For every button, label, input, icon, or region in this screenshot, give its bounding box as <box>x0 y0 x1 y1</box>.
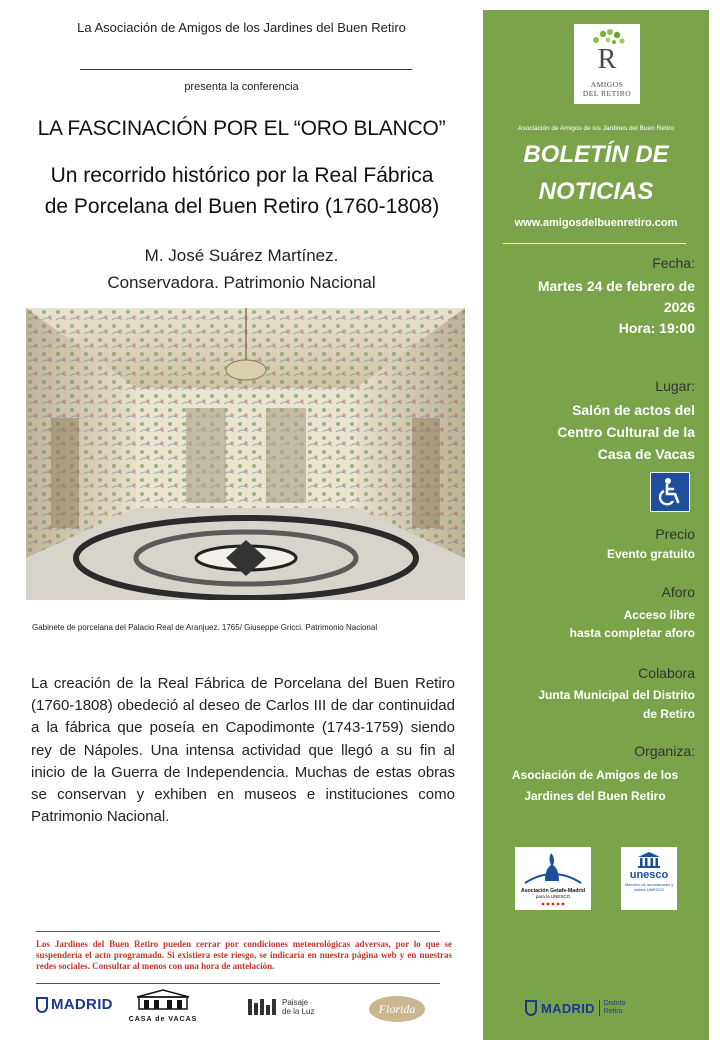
speaker-name: M. José Suárez Martínez. <box>144 246 339 265</box>
description-paragraph: La creación de la Real Fábrica de Porcelana del Buen Retiro (1760-1808) obedeció al deseo de Carlos III de dar continuidad a la fábrica que poseía en Capodimonte (1743-1759) siendo rey de Nápoles. Una intensa actividad que llegó a su fin al inicio de la Guerra de Independencia. Muchas de estas obras se conservan y exhiben en museos e instituciones como Patrimonio Nacional. <box>31 675 455 826</box>
unesco-wordmark: unesco <box>629 869 669 881</box>
speaker-role: Conservadora. Patrimonio Nacional <box>107 273 376 292</box>
association-name-small: Asociación de Amigos de los Jardines del Buen Retiro <box>518 125 674 132</box>
divider <box>503 243 686 244</box>
precio-value: Evento gratuito <box>606 547 695 561</box>
wheelchair-accessible-icon <box>650 472 690 512</box>
paisaje-line: Paisaje <box>282 998 309 1007</box>
organiza-line: Asociación de Amigos de los <box>511 768 679 782</box>
conference-subtitle <box>8 160 476 222</box>
speaker-info <box>0 242 483 296</box>
aforo-line: hasta completar aforo <box>569 626 695 640</box>
getafe-line: Asociación Getafe-Madrid <box>521 888 585 894</box>
fecha-line: Martes 24 de febrero de <box>537 278 695 294</box>
getafe-unesco-association-logo <box>515 847 591 910</box>
logo-wordmark <box>574 80 640 98</box>
organiza-line: Jardines del Buen Retiro <box>524 789 666 803</box>
paisaje-wordmark <box>282 998 314 1016</box>
madrid-wordmark: MADRID <box>51 996 113 1013</box>
sponsor-logos <box>36 988 456 1028</box>
presenta-text: presenta la conferencia <box>184 81 299 93</box>
lugar-line: Casa de Vacas <box>597 446 695 462</box>
amigos-del-retiro-logo <box>574 24 640 104</box>
fecha-label: Fecha: <box>652 255 695 271</box>
logo-line: DEL RETIRO <box>582 89 632 98</box>
aforo-line: Acceso libre <box>623 608 695 622</box>
distrito-line: Distrito <box>603 1000 626 1007</box>
lugar-line: Centro Cultural de la <box>557 424 695 440</box>
newsletter-sidebar <box>483 10 709 1040</box>
newsletter-heading <box>483 136 709 210</box>
fecha-line: 2026 <box>663 299 695 315</box>
conference-title: LA FASCINACIÓN POR EL “ORO BLANCO” <box>37 117 446 140</box>
casa-de-vacas-logo <box>123 989 203 1023</box>
colabora-value <box>538 686 695 724</box>
website-link[interactable]: www.amigosdelbuenretiro.com <box>514 217 678 229</box>
organiza-label: Organiza: <box>634 743 695 759</box>
madrid-shield-icon <box>525 1000 537 1016</box>
newsletter-heading-line: NOTICIAS <box>538 178 654 205</box>
divider <box>36 983 440 984</box>
unesco-temple-icon <box>636 851 662 869</box>
casa-de-vacas-building-icon <box>133 989 193 1011</box>
weather-notice: Los Jardines del Buen Retiro pueden cerrar por condiciones meteorológicas adversas, por lo que se suspendería el acto programado. Si existiera este riesgo, se indicaría en nuestra página web y en nuestras redes sociales. Consultar al menos con una hora de antelación. <box>36 939 452 971</box>
subtitle-line: Un recorrido histórico por la Real Fábrica <box>50 164 434 187</box>
paisaje-bars-icon <box>248 999 276 1015</box>
fecha-value <box>538 276 695 339</box>
aforo-label: Aforo <box>661 584 695 600</box>
distrito-retiro-label <box>599 1000 626 1016</box>
subtitle-line: de Porcelana del Buen Retiro (1760-1808) <box>44 195 440 218</box>
colabora-line: de Retiro <box>642 707 695 721</box>
madrid-logo <box>36 996 113 1013</box>
distrito-line: Retiro <box>603 1008 623 1015</box>
porcelain-cabinet-photo <box>26 308 465 600</box>
lugar-line: Salón de actos del <box>572 402 695 418</box>
madrid-distrito-retiro-logo <box>525 1000 626 1016</box>
logo-line: AMIGOS <box>590 80 624 89</box>
madrid-wordmark: MADRID <box>541 1000 595 1016</box>
lugar-label: Lugar: <box>655 378 695 394</box>
precio-label: Precio <box>655 526 695 542</box>
organiza-value <box>495 765 695 807</box>
aforo-value <box>570 606 695 642</box>
hora-value: Hora: 19:00 <box>618 320 695 336</box>
lugar-value <box>557 399 695 465</box>
casa-de-vacas-wordmark: CASA de VACAS <box>128 1016 198 1023</box>
paisaje-line: de la Luz <box>282 1007 315 1016</box>
colabora-line: Junta Municipal del Distrito <box>538 688 695 702</box>
organization-name: La Asociación de Amigos de los Jardines del Buen Retiro <box>77 20 406 35</box>
logo-letter: R <box>597 44 617 75</box>
paisaje-de-la-luz-logo <box>248 998 314 1016</box>
unesco-subtitle: Miembro de asociaciones y clubes UNESCO <box>624 882 674 892</box>
divider <box>36 931 440 932</box>
newsletter-heading-line: BOLETÍN DE <box>523 141 669 168</box>
madrid-shield-icon <box>36 997 48 1013</box>
colabora-label: Colabora <box>638 665 695 681</box>
getafe-line: para la UNESCO <box>535 894 571 899</box>
florida-logo: Florida <box>369 996 425 1022</box>
divider-top <box>80 69 412 70</box>
photo-caption: Gabinete de porcelana del Palacio Real de Aranjuez. 1765/ Giuseppe Gricci. Patrimonio Nacional <box>32 623 378 632</box>
unesco-logo <box>621 847 677 910</box>
